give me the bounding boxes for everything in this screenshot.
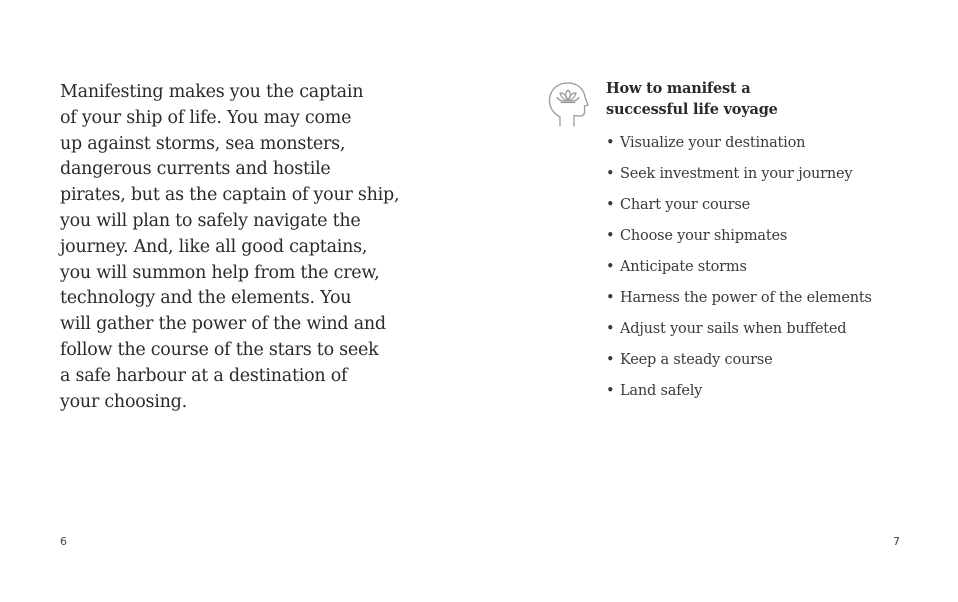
body-line: you will plan to safely navigate the [60, 210, 361, 231]
page-number-right: 7 [893, 535, 900, 548]
body-line: pirates, but as the captain of your ship, [60, 185, 400, 206]
body-line: your choosing. [60, 391, 187, 412]
tip-box-title [606, 78, 926, 120]
list-item: • Keep a steady course [606, 345, 926, 376]
body-line: of your ship of life. You may come [60, 107, 352, 128]
list-item: • Harness the power of the elements [606, 283, 926, 314]
title-line: How to manifest a [606, 80, 751, 97]
body-line: up against storms, sea monsters, [60, 133, 346, 154]
list-item: • Adjust your sails when buffeted [606, 314, 926, 345]
body-line: a safe harbour at a destination of [60, 365, 348, 386]
head-lotus-icon [546, 80, 590, 128]
title-line: successful life voyage [606, 101, 778, 118]
right-page [606, 78, 926, 407]
body-line: technology and the elements. You [60, 288, 352, 309]
body-line: will gather the power of the wind and [60, 314, 386, 335]
list-item: • Seek investment in your journey [606, 159, 926, 190]
body-paragraph [60, 80, 440, 415]
body-line: journey. And, like all good captains, [60, 236, 368, 257]
list-item: • Chart your course [606, 190, 926, 221]
list-item: • Land safely [606, 376, 926, 407]
list-item: • Choose your shipmates [606, 221, 926, 252]
page-number-left: 6 [60, 535, 67, 548]
list-item: • Visualize your destination [606, 128, 926, 159]
left-page [60, 80, 440, 415]
body-line: dangerous currents and hostile [60, 159, 331, 180]
body-line: follow the course of the stars to seek [60, 339, 379, 360]
body-line: Manifesting makes you the captain [60, 82, 364, 102]
body-line: you will summon help from the crew, [60, 262, 380, 283]
tip-list [606, 128, 926, 407]
list-item: • Anticipate storms [606, 252, 926, 283]
